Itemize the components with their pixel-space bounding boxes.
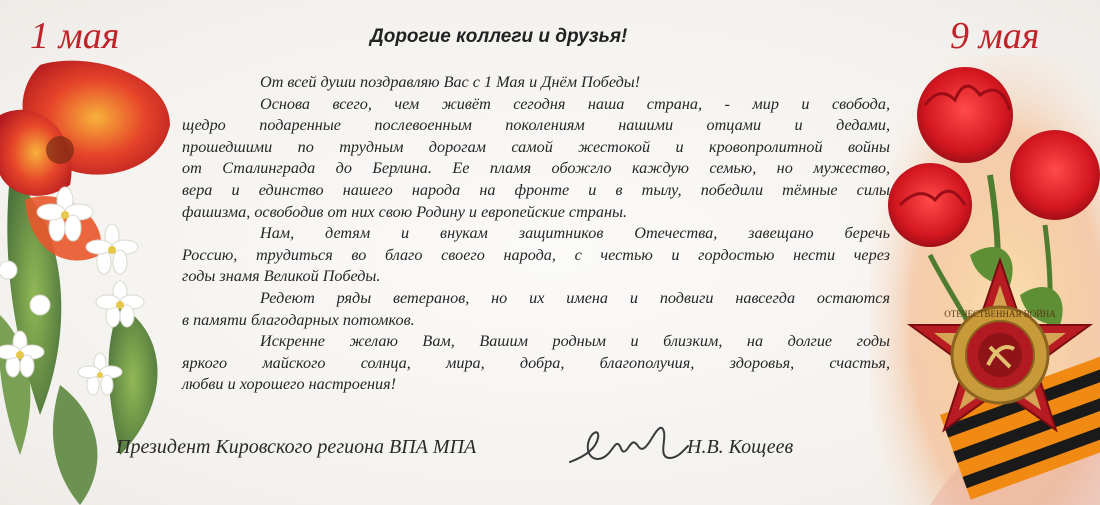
date-may-1: 1 мая	[30, 15, 120, 57]
letter-line: щедро подаренные послевоенным поколениям нашими отцами и дедами,	[182, 116, 890, 135]
letter-line: Основа всего, чем живёт сегодня наша страна, - мир и свобода,	[260, 94, 890, 113]
handwritten-signature	[566, 418, 691, 474]
letter-body	[182, 72, 890, 396]
date-may-9: 9 мая	[950, 15, 1040, 57]
letter-line: годы знамя Великой Победы.	[182, 267, 381, 286]
letter-line: яркого майского солнца, мира, добра, благополучия, здоровья, счастья,	[182, 353, 890, 372]
carnation-1	[917, 67, 1013, 163]
letter-line: фашизма, освободив от них свою Родину и европейские страны.	[182, 202, 628, 221]
letter-line: Искренне желаю Вам, Вашим родным и близким, на долгие годы	[260, 332, 890, 351]
letter-line: от Сталинграда до Берлина. Ее пламя обожгло каждую семью, но мужество,	[182, 159, 890, 178]
letter-line: прошедшими по трудным дорогам самой жестокой и кровопролитной войны	[182, 137, 890, 156]
signatory-position: Президент Кировского региона ВПА МПА	[116, 436, 477, 458]
letter-line: любви и хорошего настроения!	[182, 375, 397, 394]
medal-text: ОТЕЧЕСТВЕННАЯ ВОЙНА	[944, 309, 1056, 319]
letter-line: Редеют ряды ветеранов, но их имена и подвиги навсегда остаются	[260, 288, 890, 307]
letter-line: От всей души поздравляю Вас с 1 Мая и Днём Победы!	[260, 73, 641, 91]
right-flowers-illustration	[870, 55, 1100, 505]
signatory-name: Н.В. Кощеев	[687, 436, 794, 458]
letter-line: Россию, трудиться во благо своего народа, с честью и гордостью нести через	[182, 245, 890, 264]
letter-title: Дорогие коллеги и друзья!	[370, 26, 628, 47]
letter-line: в памяти благодарных потомков.	[182, 310, 415, 329]
letter-line: вера и единство нашего народа на фронте и в тылу, победили тёмные силы	[182, 180, 890, 199]
letter-line: Нам, детям и внукам защитников Отечества, завещано беречь	[260, 224, 890, 243]
